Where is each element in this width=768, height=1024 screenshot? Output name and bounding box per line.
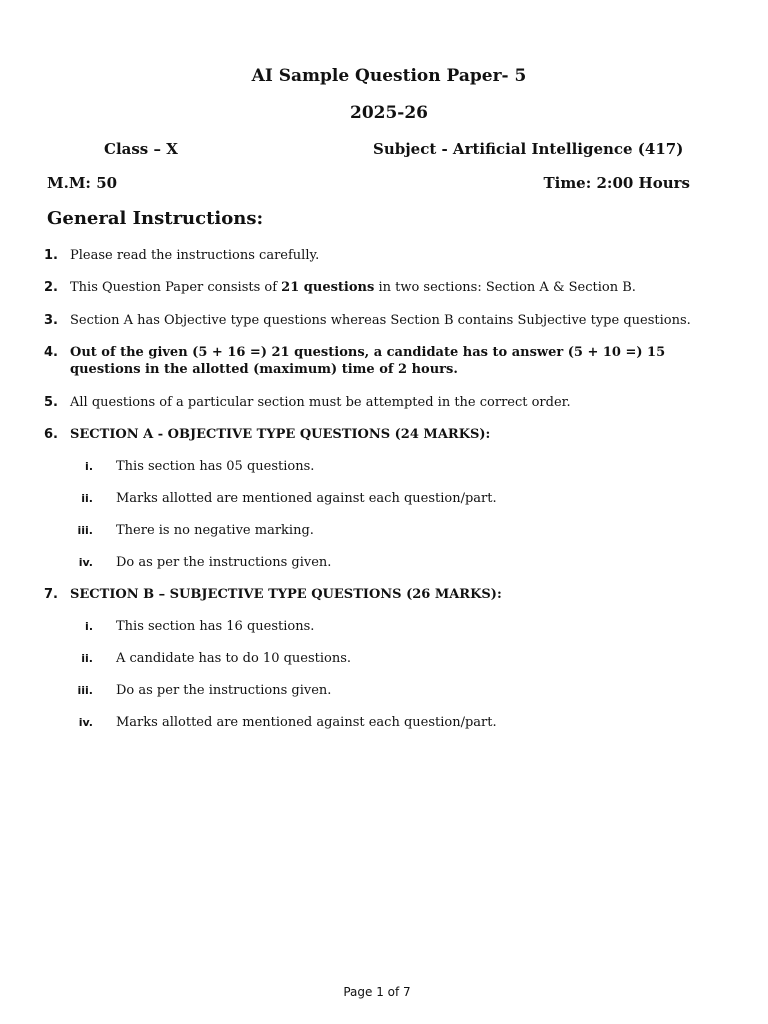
- instruction-number: 5.: [44, 395, 58, 410]
- section-b-heading: SECTION B – SUBJECTIVE TYPE QUESTIONS (26 MARKS):: [70, 587, 502, 602]
- sub-instruction-text: This section has 05 questions.: [116, 459, 315, 474]
- page-number: Page 1 of 7: [343, 985, 411, 999]
- sub-instruction-text: Do as per the instructions given.: [116, 555, 332, 570]
- time-label: Time: 2:00 Hours: [543, 174, 690, 192]
- instruction-number: 7.: [44, 587, 58, 602]
- instruction-number: 2.: [44, 280, 58, 295]
- sub-instruction-number: iii.: [77, 684, 93, 697]
- sub-instruction-text: Do as per the instructions given.: [116, 683, 332, 698]
- instruction-text: Out of the given (5 + 16 =) 21 questions, a candidate has to answer (5 + 10 =) 15 questions in the allotted (maximum) time of 2 hours.: [70, 345, 666, 377]
- instruction-number: 1.: [44, 248, 58, 263]
- instruction-text: Please read the instructions carefully.: [70, 248, 320, 263]
- sub-instruction-number: ii.: [81, 652, 93, 665]
- max-marks-label: M.M: 50: [47, 174, 118, 192]
- section-a-heading: SECTION A - OBJECTIVE TYPE QUESTIONS (24 MARKS):: [70, 427, 491, 442]
- instruction-text: Section A has Objective type questions whereas Section B contains Subjective type questions.: [70, 313, 691, 328]
- sub-instruction-number: iv.: [78, 556, 93, 569]
- instruction-text-part: in two sections: Section A & Section B.: [374, 280, 636, 295]
- sub-instruction-text: This section has 16 questions.: [116, 619, 315, 634]
- instruction-number: 6.: [44, 427, 58, 442]
- sub-instruction-text: Marks allotted are mentioned against each question/part.: [116, 715, 497, 730]
- instruction-text-part: This Question Paper consists of: [70, 280, 282, 295]
- sub-instruction-text: There is no negative marking.: [116, 523, 314, 538]
- class-label: Class – X: [104, 140, 178, 158]
- sub-instruction-number: ii.: [81, 492, 93, 505]
- paper-title: AI Sample Question Paper- 5: [251, 66, 527, 86]
- instruction-text: [70, 279, 720, 296]
- sub-instruction-number: iii.: [77, 524, 93, 537]
- sub-instruction-text: A candidate has to do 10 questions.: [116, 651, 352, 666]
- instruction-number: 4.: [44, 345, 58, 360]
- instruction-number: 3.: [44, 313, 58, 328]
- instruction-text-bold: 21 questions: [281, 280, 375, 295]
- instruction-text: All questions of a particular section must be attempted in the correct order.: [70, 395, 571, 410]
- sub-instruction-number: iv.: [78, 716, 93, 729]
- instructions-heading: General Instructions:: [47, 208, 264, 229]
- sub-instruction-text: Marks allotted are mentioned against each question/part.: [116, 491, 497, 506]
- sub-instruction-number: i.: [85, 460, 93, 473]
- sub-instruction-number: i.: [85, 620, 93, 633]
- paper-year: 2025-26: [349, 103, 429, 123]
- subject-label: Subject - Artificial Intelligence (417): [373, 140, 684, 158]
